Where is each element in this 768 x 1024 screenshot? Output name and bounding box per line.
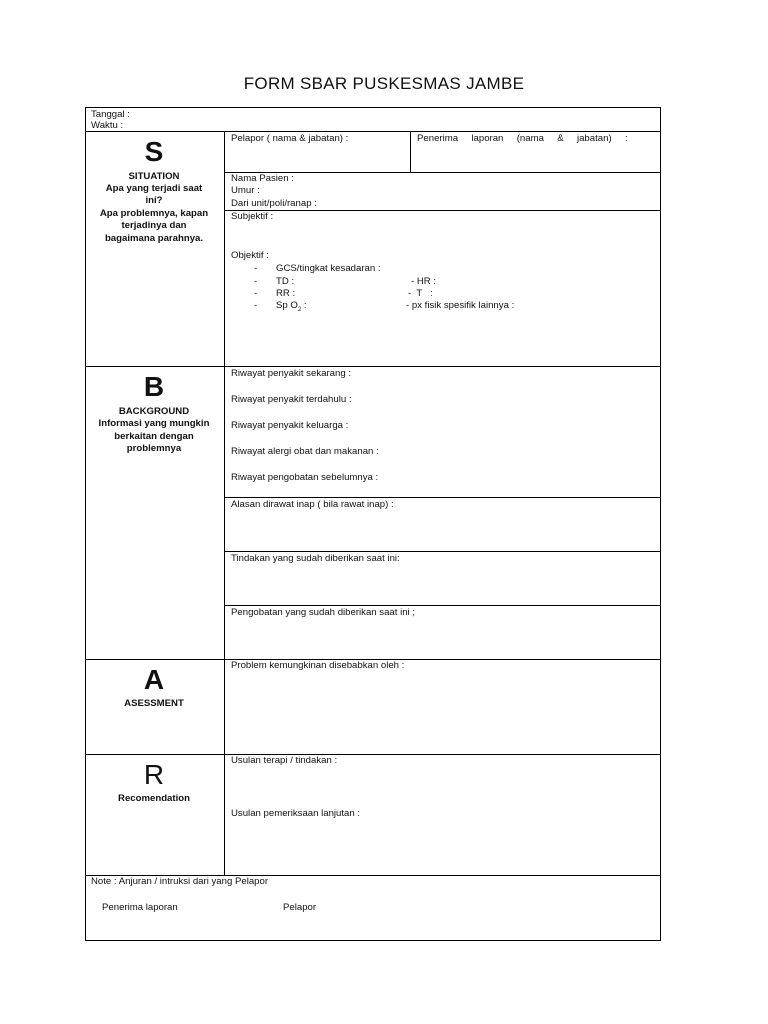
column-divider [410,131,411,172]
situation-desc: Apa problemnya, kapan [99,208,209,219]
background-desc: Informasi yang mungkin [98,418,210,429]
situation-desc: bagaimana parahnya. [104,233,204,244]
hr-label: - HR : [411,276,437,287]
assessment-letter: A [143,664,165,695]
riwayat-pengobatan-label: Riwayat pengobatan sebelumnya : [231,472,379,483]
penerima-laporan-label: Penerima laporan (nama & jabatan) : [417,133,628,144]
spo2-label [276,300,307,316]
usulan-terapi-label: Usulan terapi / tindakan : [231,755,338,766]
spo2-subscript: 2 [297,306,302,313]
t-label: - T : [408,288,433,299]
row-divider [224,551,661,552]
row-divider [224,605,661,606]
subjektif-label: Subjektif : [231,211,274,222]
spo2-colon: : [301,300,307,311]
usulan-pemeriksaan-label: Usulan pemeriksaan lanjutan : [231,808,361,819]
bullet-dash: - [254,276,258,287]
recommendation-heading: Recomendation [118,793,190,804]
note-label: Note : Anjuran / intruksi dari yang Pelapor [91,876,269,887]
gcs-label: GCS/tingkat kesadaran : [276,263,381,274]
riwayat-sekarang-label: Riwayat penyakit sekarang : [231,368,351,379]
td-label: TD : [276,276,295,287]
background-letter: B [143,371,165,402]
pelapor-label: Pelapor ( nama & jabatan) : [231,133,349,144]
nama-pasien-label: Nama Pasien : [231,173,294,184]
penerima-laporan-signature: Penerima laporan [102,902,178,913]
situation-desc: Apa yang terjadi saat [105,183,203,194]
assessment-heading: ASESSMENT [124,698,184,709]
riwayat-terdahulu-label: Riwayat penyakit terdahulu : [231,394,352,405]
dari-unit-label: Dari unit/poli/ranap : [231,198,317,209]
tanggal-label: Tanggal : [91,109,130,120]
situation-heading: SITUATION [128,171,180,182]
riwayat-alergi-label: Riwayat alergi obat dan makanan : [231,446,379,457]
row-divider [224,497,661,498]
recommendation-letter: R [143,759,165,790]
riwayat-keluarga-label: Riwayat penyakit keluarga : [231,420,349,431]
px-fisik-label: - px fisik spesifik lainnya : [406,300,515,311]
background-desc: berkaitan dengan [114,431,194,442]
background-desc: problemnya [126,443,182,454]
situation-desc: terjadinya dan [121,220,187,231]
waktu-label: Waktu : [91,120,124,131]
tindakan-label: Tindakan yang sudah diberikan saat ini: [231,553,400,564]
bullet-dash: - [254,263,258,274]
spo2-text: Sp O [276,300,298,311]
page-title: FORM SBAR PUSKESMAS JAMBE [243,74,525,93]
row-divider [85,754,661,755]
alasan-rawat-label: Alasan dirawat inap ( bila rawat inap) : [231,499,394,510]
situation-letter: S [144,136,164,167]
pengobatan-label: Pengobatan yang sudah diberikan saat ini ; [231,607,416,618]
background-heading: BACKGROUND [118,406,190,417]
pelapor-signature: Pelapor [283,902,317,913]
situation-desc: ini? [145,195,163,206]
bullet-dash: - [254,300,258,311]
problem-label: Problem kemungkinan disebabkan oleh : [231,660,405,671]
umur-label: Umur : [231,185,260,196]
row-divider [85,131,661,132]
row-divider [224,210,661,211]
column-divider [224,131,225,875]
row-divider [85,366,661,367]
bullet-dash: - [254,288,258,299]
objektif-label: Objektif : [231,250,269,261]
rr-label: RR : [276,288,296,299]
